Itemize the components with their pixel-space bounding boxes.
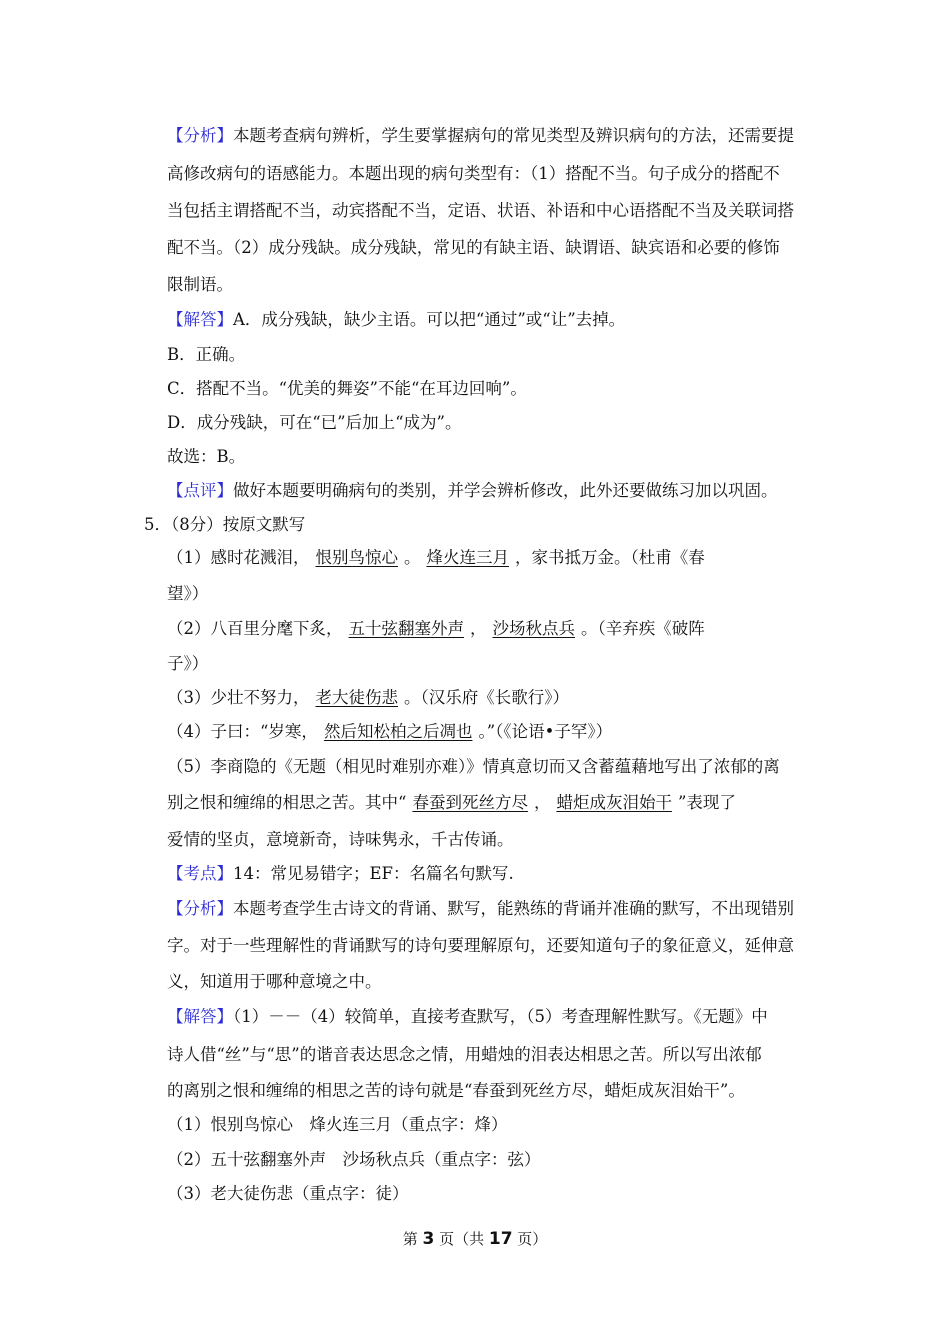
item-text: 望》）: [167, 584, 209, 603]
question-item-5: （5）李商隐的《无题（相见时难别亦难）》情真意切而又含蓄蕴藉地写出了浓郁的离: [167, 757, 780, 776]
kaodian-tag: 【考点】: [167, 864, 233, 883]
analysis-text-line: 本题考查学生古诗文的背诵、默写，能熟练的背诵并准确的默写，不出现错别: [233, 899, 794, 918]
analysis-text-line: 限制语。: [167, 275, 233, 294]
kaodian-text: 14：常见易错字；EF：名篇名句默写.: [233, 864, 514, 883]
item-text: ”表现了: [677, 793, 736, 812]
answer-option-a: A．成分残缺，缺少主语。可以把“通过”或“让”去掉。: [233, 310, 626, 329]
item-text: ，: [470, 619, 487, 638]
filled-blank: 老大徒伤悲: [315, 688, 398, 707]
filled-blank: 春蚕到死丝方尽: [412, 793, 528, 812]
item-text: （1）感时花溅泪，: [167, 548, 310, 567]
answer-tag: 【解答】: [167, 1007, 233, 1026]
item-text: ，家书抵万金。（杜甫《春: [515, 548, 705, 567]
question-item-5-line: [167, 791, 736, 815]
answer-text-line: （3）老大徒伤悲（重点字：徒）: [167, 1184, 409, 1203]
page-total: 17: [488, 1229, 513, 1249]
analysis-paragraph-2: [167, 897, 794, 921]
answer-text-line: （1）恨别鸟惊心 烽火连三月（重点字：烽）: [167, 1115, 508, 1134]
analysis-paragraph: [167, 124, 794, 148]
item-text: （4）子曰：“岁寒，: [167, 722, 318, 741]
item-text: （2）八百里分麾下炙，: [167, 619, 343, 638]
analysis-text-line: 高修改病句的语感能力。本题出现的病句类型有：（1）搭配不当。句子成分的搭配不: [167, 164, 780, 183]
answer-option-c: C．搭配不当。“优美的舞姿”不能“在耳边回响”。: [167, 379, 527, 398]
answer-option-b: B．正确。: [167, 345, 246, 364]
filled-blank: 五十弦翻塞外声: [348, 619, 464, 638]
footer-text: 页（共: [434, 1230, 489, 1248]
answer-text-line: 的离别之恨和缠绵的相思之苦的诗句就是“春蚕到死丝方尽，蜡炬成灰泪始干”。: [167, 1081, 745, 1100]
answer-text-line: （2）五十弦翻塞外声 沙场秋点兵（重点字：弦）: [167, 1150, 541, 1169]
analysis-tag: 【分析】: [167, 126, 233, 145]
answer-tag: 【解答】: [167, 310, 233, 329]
question-item-4: [167, 720, 612, 744]
comment-text: 做好本题要明确病句的类别，并学会辨析修改，此外还要做练习加以巩固。: [233, 481, 778, 500]
analysis-tag: 【分析】: [167, 899, 233, 918]
item-text: 。（汉乐府《长歌行》）: [404, 688, 569, 707]
answer-text-line: （1）－－（4）较简单，直接考查默写，（5）考查理解性默写。《无题》中: [233, 1007, 768, 1026]
filled-blank: 沙场秋点兵: [492, 619, 575, 638]
item-text: 。”（《论语•子罕》）: [478, 722, 613, 741]
question-item-2: [167, 617, 705, 641]
kaodian-paragraph: [167, 862, 514, 886]
filled-blank: 恨别鸟惊心: [315, 548, 398, 567]
answer-paragraph: [167, 308, 625, 332]
comment-tag: 【点评】: [167, 481, 233, 500]
footer-text: 页）: [512, 1230, 548, 1248]
analysis-text-line: 字。对于一些理解性的背诵默写的诗句要理解原句，还要知道句子的象征意义，延伸意: [167, 936, 794, 955]
answer-text-line: 诗人借“丝”与“思”的谐音表达思念之情，用蜡烛的泪表达相思之苦。所以写出浓郁: [167, 1045, 762, 1064]
analysis-text-line: 当包括主谓搭配不当，动宾搭配不当，定语、状语、补语和中心语搭配不当及关联词搭: [167, 201, 794, 220]
item-text: （3）少壮不努力，: [167, 688, 310, 707]
answer-paragraph-2: [167, 1005, 768, 1029]
item-text: ，: [533, 793, 551, 812]
item-text: 子》）: [167, 654, 209, 673]
item-text: 别之恨和缠绵的相思之苦。其中“: [167, 793, 407, 812]
comment-paragraph: [167, 479, 778, 503]
item-text: 。（辛弃疾《破阵: [581, 619, 705, 638]
answer-option-d: D．成分残缺，可在“已”后加上“成为”。: [167, 413, 462, 432]
analysis-text-line: 义，知道用于哪种意境之中。: [167, 972, 382, 991]
filled-blank: 烽火连三月: [426, 548, 509, 567]
question-item-1: [167, 546, 705, 570]
filled-blank: 然后知松柏之后凋也: [323, 722, 473, 741]
page-number: 3: [422, 1229, 435, 1249]
analysis-text-line: 配不当。（2）成分残缺。成分残缺，常见的有缺主语、缺谓语、缺宾语和必要的修饰: [167, 238, 780, 257]
footer-text: 第: [402, 1230, 423, 1248]
analysis-text-line: 本题考查病句辨析，学生要掌握病句的常见类型及辨识病句的方法，还需要提: [233, 126, 794, 145]
filled-blank: 蜡炬成灰泪始干: [556, 793, 672, 812]
answer-choice: 故选：B。: [167, 447, 246, 466]
item-text: 。: [404, 548, 421, 567]
question-title: 5．（8分）按原文默写: [144, 515, 306, 534]
page-footer: [0, 1228, 950, 1249]
question-item-3: [167, 686, 569, 710]
item-text: 爱情的坚贞，意境新奇，诗味隽永，千古传诵。: [167, 830, 514, 849]
